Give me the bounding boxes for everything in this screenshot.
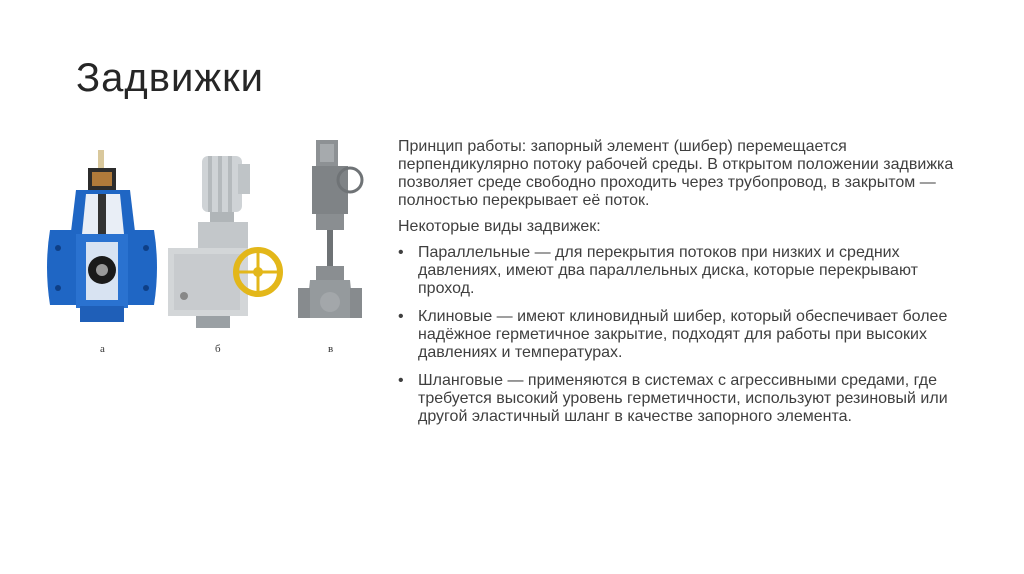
- slide-title: Задвижки: [76, 56, 264, 100]
- list-item-text: Шланговые — применяются в системах с агрессивными средами, где требуется высокий уровень герметичности, используют резиновый или другой эластичный шланг в качестве запорного элемента.: [418, 372, 948, 425]
- principle-paragraph: Принцип работы: запорный элемент (шибер) перемещается перпендикулярно потоку рабочей среды. В открытом положении задвижка позволяет среде свободно проходить через трубопровод, в закрытом — полностью перекрывает её поток.: [398, 138, 954, 209]
- list-item-text: Параллельные — для перекрытия потоков при низких и средних давлениях, имеют два параллельных диска, которые перекрывают проход.: [418, 244, 918, 297]
- blue-gate-valve-icon: [47, 150, 157, 322]
- bullet-icon: •: [398, 372, 404, 389]
- actuator-gate-valve-icon: [168, 156, 280, 328]
- list-item: [398, 308, 968, 362]
- types-list: [398, 244, 968, 426]
- list-item-text: Клиновые — имеют клиновидный шибер, который обеспечивает более надёжное герметичное закрытие, подходят для работы при высоких давлениях и температурах.: [418, 308, 948, 361]
- caption-a: а: [100, 343, 105, 355]
- body-text: [398, 138, 968, 436]
- types-heading: Некоторые виды задвижек:: [398, 218, 601, 235]
- bullet-icon: •: [398, 308, 404, 325]
- caption-v: в: [328, 343, 334, 355]
- grey-gate-valve-icon: [298, 140, 362, 318]
- bullet-icon: •: [398, 244, 404, 261]
- valve-figure: [40, 130, 370, 360]
- list-item: [398, 244, 968, 298]
- list-item: [398, 372, 968, 426]
- caption-b: б: [215, 343, 221, 355]
